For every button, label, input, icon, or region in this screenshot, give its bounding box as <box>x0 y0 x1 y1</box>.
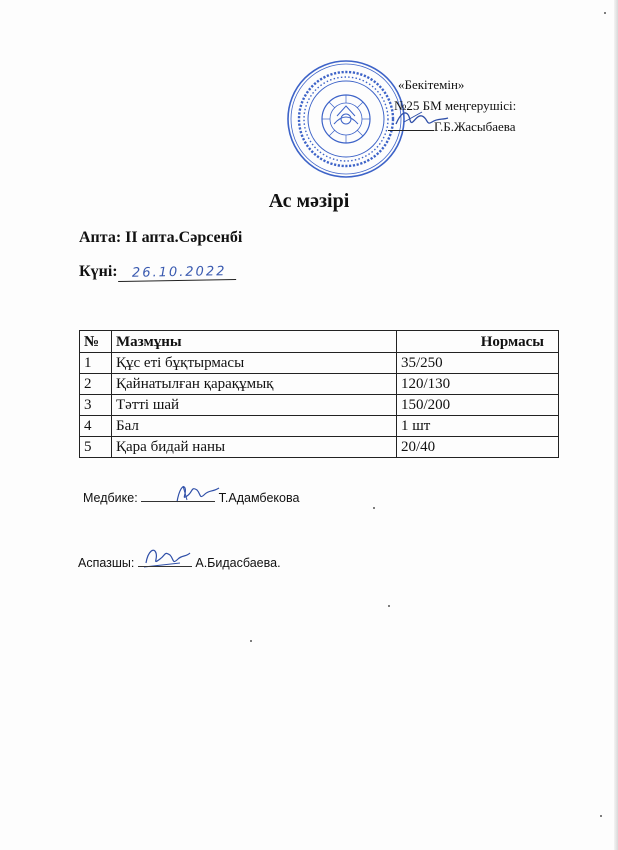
table-row <box>80 353 559 374</box>
row-no: 1 <box>80 353 112 374</box>
row-name: Бал <box>112 416 397 437</box>
row-no: 5 <box>80 437 112 458</box>
header-no: № <box>80 331 112 353</box>
row-norm: 1 шт <box>397 416 559 437</box>
row-norm: 20/40 <box>397 437 559 458</box>
table-row <box>80 374 559 395</box>
date-value: 26.10.2022 <box>117 264 235 282</box>
date-row <box>79 263 236 281</box>
row-norm: 120/130 <box>397 374 559 395</box>
nurse-sign-blank <box>141 488 215 502</box>
table-row <box>80 416 559 437</box>
row-no: 2 <box>80 374 112 395</box>
approval-name: Г.Б.Жасыбаева <box>434 119 516 134</box>
cook-name: А.Бидасбаева. <box>195 556 281 570</box>
row-name: Қара бидай наны <box>112 437 397 458</box>
nurse-signature-row <box>83 488 299 505</box>
row-no: 4 <box>80 416 112 437</box>
row-no: 3 <box>80 395 112 416</box>
header-norm: Нормасы <box>397 331 559 353</box>
cook-sign-blank <box>138 553 192 567</box>
approval-position: №25 БМ меңгерушісі: <box>394 98 517 113</box>
scan-edge <box>614 0 618 850</box>
table-row <box>80 395 559 416</box>
row-norm: 150/200 <box>397 395 559 416</box>
nurse-label: Медбике: <box>83 491 138 505</box>
scan-speck <box>373 507 375 509</box>
menu-table <box>79 330 559 458</box>
week-label: Апта: II апта.Сәрсенбі <box>79 229 243 246</box>
row-norm: 35/250 <box>397 353 559 374</box>
approval-sign-blank <box>388 118 434 131</box>
row-name: Қайнатылған қарақұмық <box>112 374 397 395</box>
page-title: Ас мәзірі <box>268 190 350 212</box>
table-header-row <box>80 331 559 353</box>
approval-block <box>388 74 608 137</box>
approval-signature-line <box>388 116 608 137</box>
scan-speck <box>600 815 602 817</box>
header-name: Мазмұны <box>112 331 397 353</box>
scan-speck <box>250 640 252 642</box>
table-row <box>80 437 559 458</box>
cook-label: Аспазшы: <box>78 556 135 570</box>
row-name: Құс еті бұқтырмасы <box>112 353 397 374</box>
scan-speck <box>388 605 390 607</box>
approval-heading: «Бекітемін» <box>398 77 465 92</box>
nurse-name: Т.Адамбекова <box>218 491 300 505</box>
row-name: Тәтті шай <box>112 395 397 416</box>
scan-speck <box>604 12 606 14</box>
cook-signature-row <box>78 553 281 570</box>
date-label: Күні: <box>79 263 118 280</box>
